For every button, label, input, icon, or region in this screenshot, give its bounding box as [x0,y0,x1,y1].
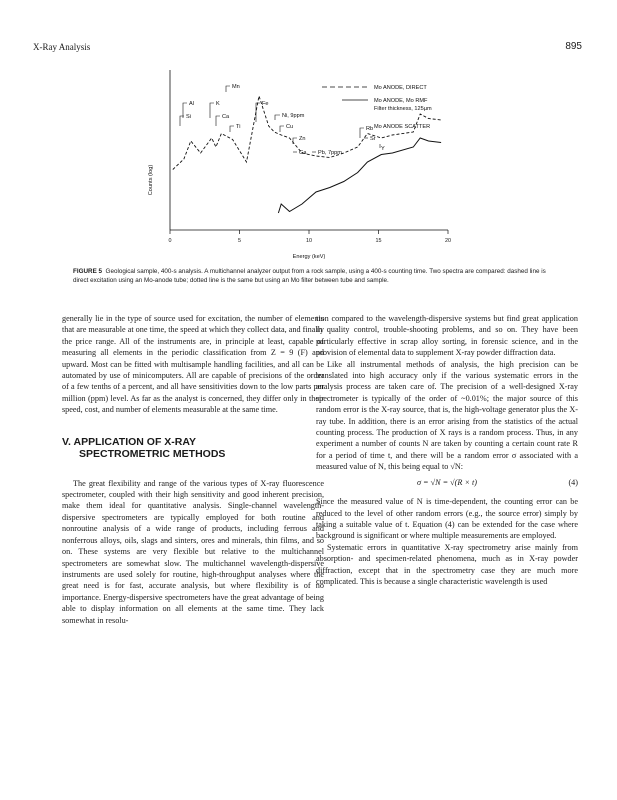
equation-number: (4) [568,477,578,487]
section-heading-line-2: SPECTROMETRIC METHODS [79,447,226,460]
right-paragraph-2: Like all instrumental methods of analysis, the high precision can be translated into high accuracy only if the various systematic errors in the analysis process are taken care of. The precision of a well-designed X-ray spectrometer is typically of the order of ~0.01%; the major source of this random error is the X-ray source, that is, the high-voltage generator plus the X-ray tube. In addition, there is an error arising from the statistics of the actual counting process. The production of X rays is a random process. Thus, in any experiment a number of counts N are taken by counting a certain count rate R for a period of time t, and there will be a random error σ associated with a measured value of N, this being equal to √N: [316,359,578,472]
page-number: 895 [565,41,582,52]
element-label-pb: Pb, 7ppm [318,150,342,156]
legend [322,85,432,130]
legend-label-filter: Filter thickness, 125µm [374,106,432,112]
legend-label-direct: Mo ANODE, DIRECT [374,85,427,91]
figure-caption [73,268,553,285]
element-label-zn: Zn [299,136,306,142]
section-heading [62,436,324,460]
legend-label-rmf: Mo ANODE, Mo RMF [374,98,428,104]
element-label-ni: Ni, 9ppm [282,113,305,119]
left-column [62,313,324,626]
legend-label-scatter: Mo ANODE SCATTER [374,124,431,130]
element-label-cu: Cu [286,124,294,130]
element-label-ti: Ti [236,124,241,130]
x-tick-label-15: 15 [375,238,382,244]
element-label-si: Si [186,114,191,120]
right-paragraph-1: tion compared to the wavelength-dispersive systems but find great application in quality control, trouble-shooting problems, and so on. They have been particularly effective in scrap alloy sorting, in forensic science, and in the provision of elemental data to supplement X-ray powder diffraction data. [316,314,578,358]
x-axis-label: Energy (keV) [292,254,326,260]
element-label-sr: Sr [370,136,376,142]
element-label-mn: Mn [232,84,240,90]
section-heading-line-1: V. APPLICATION OF X-RAY [62,435,196,448]
x-tick-label-0: 0 [168,238,172,244]
right-column [316,313,578,587]
element-label-ga: Ga [299,150,307,156]
spectrum-figure [130,60,490,270]
x-tick-label-5: 5 [238,238,241,244]
plot-lines [173,96,441,213]
element-label-al: Al [189,101,194,107]
x-tick-label-20: 20 [445,238,451,244]
equation-body: σ = √N = √(R × t) [416,477,478,487]
x-ticks [169,230,452,244]
element-labels [180,84,385,156]
element-label-ca: Ca [222,114,230,120]
equation-4 [316,477,578,488]
x-tick-label-10: 10 [306,238,312,244]
left-paragraph-2: The great flexibility and range of the various types of X-ray fluorescence spectrometer, coupled with their high sensitivity and good inherent precision, make them ideal for quantitative analysis. Single-channel wavelength-dispersive spectrometers are typically employed for both routine and nonroutine analysis of a wide range of products, including ferrous and nonferrous alloys, oils, slags and sinters, ores and minerals, thin films, and so on. These systems are very flexible but relative to the multichannel spectrometers are somewhat slow. The multichannel wavelength-dispersive instruments are used solely for routine, high-throughput analyses where the great need is for fast, accurate analysis, but where flexibility is of no importance. Energy-dispersive spectrometers have the great advantage of being able to display information on all elements at the same time. They lack somewhat in resolu- [62,478,324,625]
element-label-k: K [216,101,220,107]
element-label-y: Y [381,146,385,152]
element-label-rb: Rb [366,126,374,132]
right-paragraph-3: Since the measured value of N is time-dependent, the counting error can be reduced to the level of other random errors (e.g., the source error) simply by taking a suitable value of t. Equation (4) can be extended for the case where background is significant or where multiple measurements are employed. [316,497,578,541]
element-label-fe: Fe [262,101,269,107]
right-paragraph-4: Systematic errors in quantitative X-ray spectrometry arise mainly from absorption- and specimen-related phenomena, much as in X-ray powder diffraction, except that in the spectrometry case they are much more complicated. This is because a single characteristic wavelength is used [316,542,578,586]
y-axis-label: Counts (log) [148,164,154,196]
running-title: X-Ray Analysis [33,42,91,52]
left-paragraph-1: generally lie in the type of source used for excitation, the number of elements that are measurable at one time, the speed at which they collect data, and finally the price range. All of the instruments are, in principle at least, capable of measuring all elements in the periodic classification from Z = 9 (F) and upward. Most can be fitted with multisample handling facilities, and all can be automated by use of minicomputers. All are capable of precisions of the order of a few tenths of a percent, and all have sensitivities down to the low parts per million (ppm) level. As far as the analyst is concerned, they differ only in their speed, cost, and number of elements measurable at the same time. [62,314,324,415]
caption-text: Geological sample, 400-s analysis. A multichannel analyzer output from a rock sample, using a 400-s counting time. Two spectra are compared: dashed line is direct excitation using an Mo-anode tube; dotted line is the same but using an Mo filter between tube and sample. [73,268,546,284]
caption-label: FIGURE 5 [73,268,103,275]
